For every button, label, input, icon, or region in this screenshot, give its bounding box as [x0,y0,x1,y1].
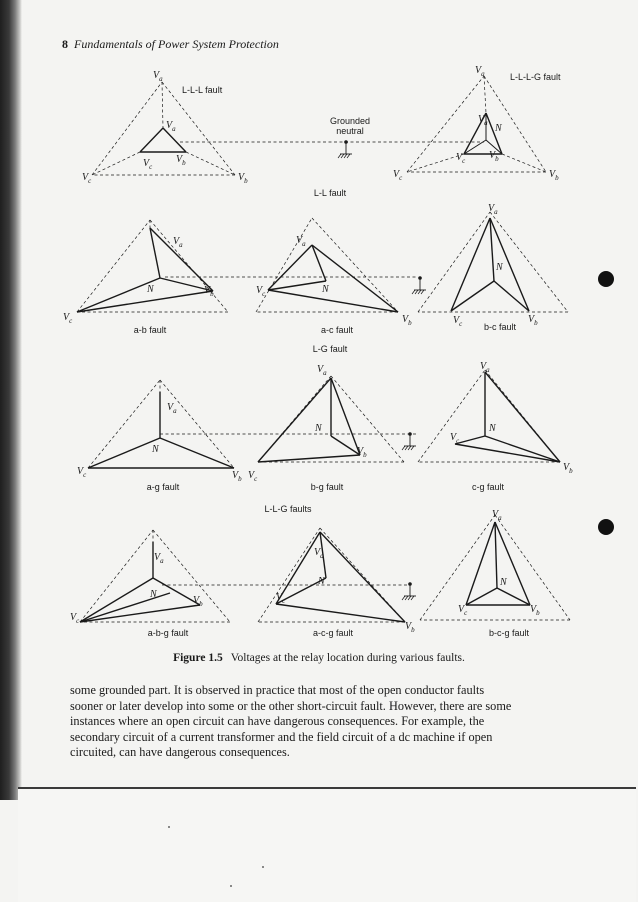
fault-phasor-line [80,605,200,622]
neutral-label: N [147,284,154,295]
vb-label: $V_b$ [549,169,559,182]
diagram-heading-lll: L-L-L fault [182,85,223,95]
phasor-dash [92,152,140,175]
running-head-title: Fundamentals of Power System Protection [74,37,279,51]
va-label: $V_a$ [492,509,502,522]
vb-label: $V_b$ [405,621,415,634]
outer-phasor-triangle [418,370,485,462]
outer-phasor-triangle [418,212,490,312]
outer-phasor-triangle [88,380,160,468]
ground-symbol [344,154,347,158]
phasor-dash [162,82,163,128]
outer-phasor-triangle [153,530,230,622]
inner-triangle [140,128,186,152]
fault-phasor-line [455,444,560,462]
margin-bullet [598,271,614,287]
panel-caption-bc: b-c fault [483,322,517,332]
ground-symbol [405,596,408,600]
panel-caption-cg: c-g fault [471,482,505,492]
ground-symbol [415,290,418,294]
fault-phasor-line [331,378,360,455]
vc-label: $V_c$ [458,604,468,617]
body-line: sooner or later develop into some or the other short-circuit fault. However, there are some [70,698,512,713]
ground-symbol [418,290,421,294]
vb-label: $V_b$ [402,314,412,327]
ground-symbol-node [408,582,412,586]
fault-phasor-line [268,281,326,290]
outer-phasor-triangle [160,380,234,468]
fault-phasor-line [497,588,530,605]
fault-phasor-line [495,522,497,588]
vb-label: $V_b$ [238,172,248,185]
ground-symbol [338,154,341,158]
va-label: $V_a$ [314,547,324,560]
vc-label: $V_c$ [256,285,266,298]
va-label: $V_a$ [154,552,164,565]
va-label: $V_a$ [478,114,488,127]
page-number: 8 [62,37,68,51]
fault-phasor-line [77,291,213,312]
outer-phasor-triangle [150,220,228,312]
grounded-label: Grounded [329,116,371,126]
section-heading-lg: L-G fault [312,344,348,354]
vb-label: $V_b$ [193,595,203,608]
ground-symbol [411,446,414,450]
panel-caption-ag: a-g fault [146,482,180,492]
body-line: instances where an open circuit can have dangerous consequences. For example, the [70,714,485,729]
neutral-label: N [150,589,157,600]
neutral-label: N [495,123,502,134]
section-heading-ll: L-L fault [313,188,347,198]
ground-symbol [408,596,411,600]
figure-caption [0,652,638,664]
neutral-label: N [152,444,159,455]
fault-phasor-line [268,290,398,312]
va-label: $V_a$ [296,235,306,248]
body-line: circuited, can have dangerous consequences. [70,745,290,760]
scan-speck [262,866,264,868]
vc-label: $V_c$ [63,312,73,325]
vc-label: $V_c$ [450,432,460,445]
neutral-label: N [322,284,329,295]
panel-caption-acg: a-c-g fault [312,628,354,638]
figure-number: Figure 1.5 [173,652,223,664]
panel-caption-ac: a-c fault [320,325,354,335]
diagram-heading-lllg: L-L-L-G fault [510,72,561,82]
fault-phasor-line [268,245,312,290]
vb-label: $V_b$ [232,470,242,483]
vb-label: $V_b$ [489,150,499,163]
vc-label: $V_c$ [248,470,258,483]
vc-label: $V_c$ [70,612,80,625]
outer-phasor-triangle [312,218,398,312]
body-line: secondary circuit of a current transformer and the field circuit of a dc machine if open [70,729,493,744]
outer-phasor-triangle [331,376,404,462]
neutral-label: N [315,423,322,434]
body-paragraph [70,683,590,761]
ground-symbol [341,154,344,158]
vb-label: $V_b$ [204,285,214,298]
panel-caption-ab: a-b fault [133,325,167,335]
grounded-label: neutral [336,126,364,136]
outer-phasor-triangle [92,82,162,175]
phasor-dash [484,76,486,113]
va-label: $V_a$ [488,203,498,216]
fault-phasor-line [258,455,360,462]
ground-symbol [411,596,414,600]
vb-label: $V_b$ [176,154,186,167]
fault-phasor-line [150,228,160,278]
fault-phasor-line [276,604,405,622]
vc-label: $V_c$ [143,158,153,171]
fault-phasor-line [258,378,331,462]
va-label: $V_a$ [166,120,176,133]
fault-phasor-line [150,228,213,291]
outer-phasor-triangle [80,530,153,622]
vb-label: $V_b$ [563,462,573,475]
fault-phasor-line [494,281,529,311]
ground-symbol [347,154,350,158]
neutral-label: N [489,423,496,434]
vc-label: $V_c$ [456,152,466,165]
phasor-dash [502,154,546,172]
phasor-dash [186,152,235,175]
vb-label: $V_b$ [528,314,538,327]
ground-symbol [405,446,408,450]
outer-phasor-triangle [258,528,320,622]
fault-phasor-line [140,128,163,152]
panel-caption-bg: b-g fault [310,482,344,492]
neutral-label: N [496,262,503,273]
ground-symbol [408,446,411,450]
vc-label: $V_c$ [82,172,92,185]
neutral-label: N [318,576,325,587]
ground-symbol [421,290,424,294]
scan-speck [230,885,232,887]
vb-label: $V_b$ [530,604,540,617]
section-heading-llg: L-L-G faults [264,504,312,514]
fault-phasor-line [160,438,234,468]
panel-caption-bcg: b-c-g fault [488,628,530,638]
panel-caption-abg: a-b-g fault [147,628,189,638]
va-label: $V_a$ [173,236,183,249]
vc-label: $V_c$ [77,466,87,479]
va-label: $V_a$ [480,361,490,374]
va-label: $V_a$ [153,70,163,83]
ground-symbol [412,290,415,294]
fault-phasor-line [80,578,153,622]
fault-phasor-line [331,436,360,455]
vc-label: $V_c$ [393,169,403,182]
ground-symbol [402,596,405,600]
ground-symbol-node [418,276,422,280]
neutral-label: N [500,577,507,588]
ground-symbol [402,446,405,450]
fault-phasor-line [320,532,405,622]
body-line: some grounded part. It is observed in practice that most of the open conductor faults [70,683,485,697]
scan-speck [168,826,170,828]
fault-phasor-line [88,438,160,468]
ground-symbol-node [408,432,412,436]
outer-phasor-triangle [407,76,484,172]
fault-phasor-line [495,522,530,605]
figure-caption-text: Voltages at the relay location during various faults. [230,652,465,664]
margin-bullet [598,519,614,535]
vc-label: $V_c$ [453,315,463,328]
fault-phasor-line [466,522,495,605]
vc-label: $V_c$ [276,592,286,605]
va-label: $V_a$ [167,402,177,415]
fault-phasor-line [455,436,485,444]
outer-phasor-triangle [77,220,150,312]
va-label: $V_a$ [317,364,327,377]
ground-symbol-node [344,140,348,144]
va-label: $V_a$ [475,65,485,78]
vb-label: $V_b$ [357,446,367,459]
page-bottom-margin [18,789,636,902]
